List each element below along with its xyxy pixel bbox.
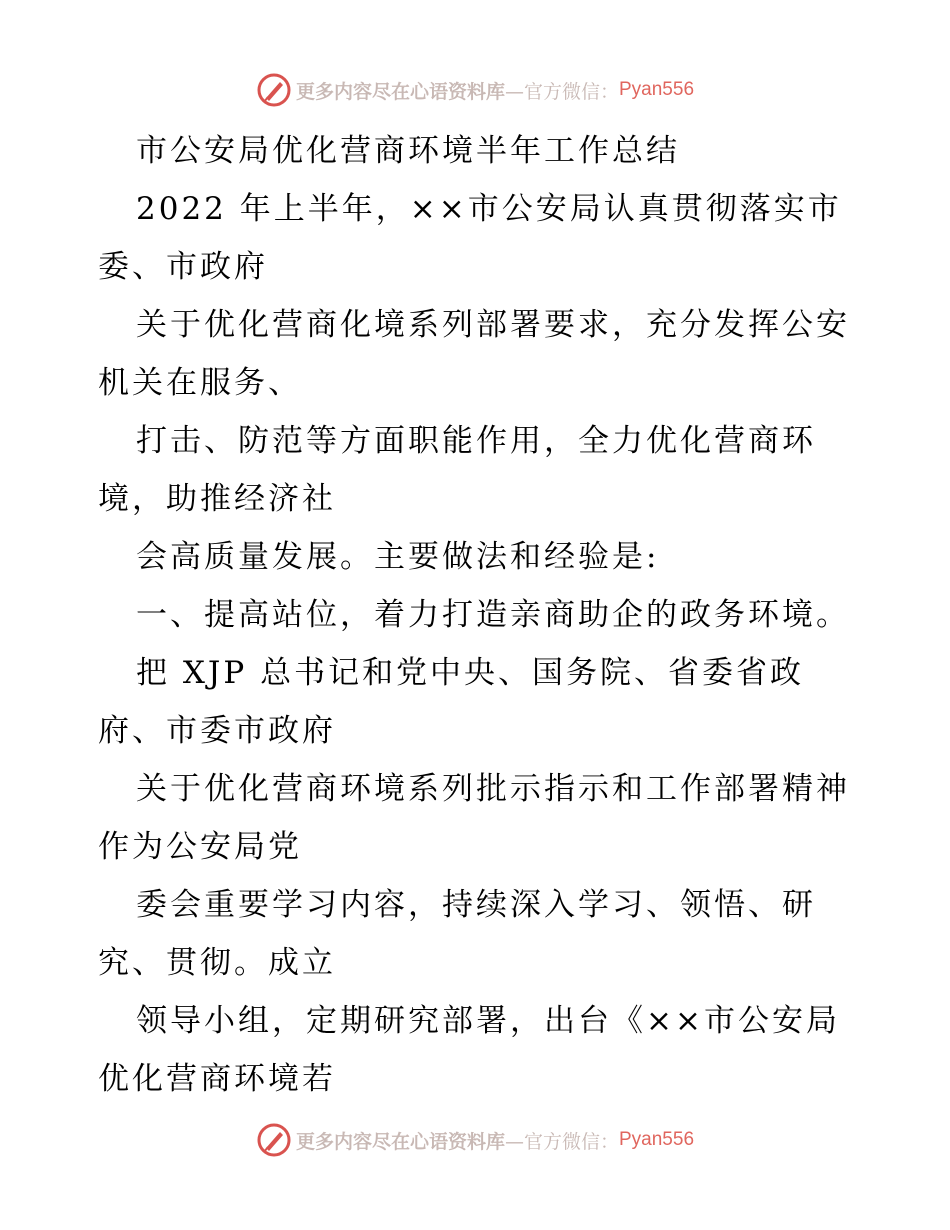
paragraph-line: 领导小组，定期研究部署，出台《××市公安局 [136, 1003, 840, 1039]
paragraph-line: 关于优化营商环境系列批示指示和工作部署精神 [136, 771, 850, 807]
document-title: 市公安局优化营商环境半年工作总结 [136, 133, 680, 169]
footer-watermark-banner [0, 1120, 950, 1160]
paragraph-line: 会高质量发展。主要做法和经验是: [136, 539, 660, 575]
watermark-separator: —官方微信： [504, 1130, 619, 1153]
section-heading: 一、提高站位，着力打造亲商助企的政务环境。 [136, 597, 850, 633]
paragraph-line: 优化营商环境若 [98, 1061, 336, 1097]
watermark-text: 更多内容尽在心语资料库 [295, 80, 505, 103]
paragraph-line: 把 XJP 总书记和党中央、国务院、省委省政 [136, 655, 805, 691]
paragraph-line: 2022 年上半年，××市公安局认真贯彻落实市 [136, 191, 842, 227]
paragraph-line: 境，助推经济社 [98, 481, 336, 517]
paragraph-line: 作为公安局党 [98, 829, 302, 865]
paragraph-line: 打击、防范等方面职能作用，全力优化营商环 [136, 423, 816, 459]
paragraph-line: 委会重要学习内容，持续深入学习、领悟、研 [136, 887, 816, 923]
watermark-wechat-id: Pyan556 [619, 79, 695, 100]
paragraph-line: 关于优化营商化境系列部署要求，充分发挥公安 [136, 307, 850, 343]
paragraph-line: 机关在服务、 [98, 365, 302, 401]
watermark-separator: —官方微信： [504, 80, 619, 103]
watermark-text: 更多内容尽在心语资料库 [295, 1130, 505, 1153]
paragraph-line: 委、市政府 [98, 249, 268, 285]
paragraph-line: 究、贯彻。成立 [98, 945, 336, 981]
document-body [98, 122, 858, 1108]
paragraph-line: 府、市委市政府 [98, 713, 336, 749]
quill-pen-logo-icon [256, 72, 292, 108]
header-watermark-banner [0, 70, 950, 110]
watermark-wechat-id: Pyan556 [619, 1129, 695, 1150]
quill-pen-logo-icon [256, 1122, 292, 1158]
